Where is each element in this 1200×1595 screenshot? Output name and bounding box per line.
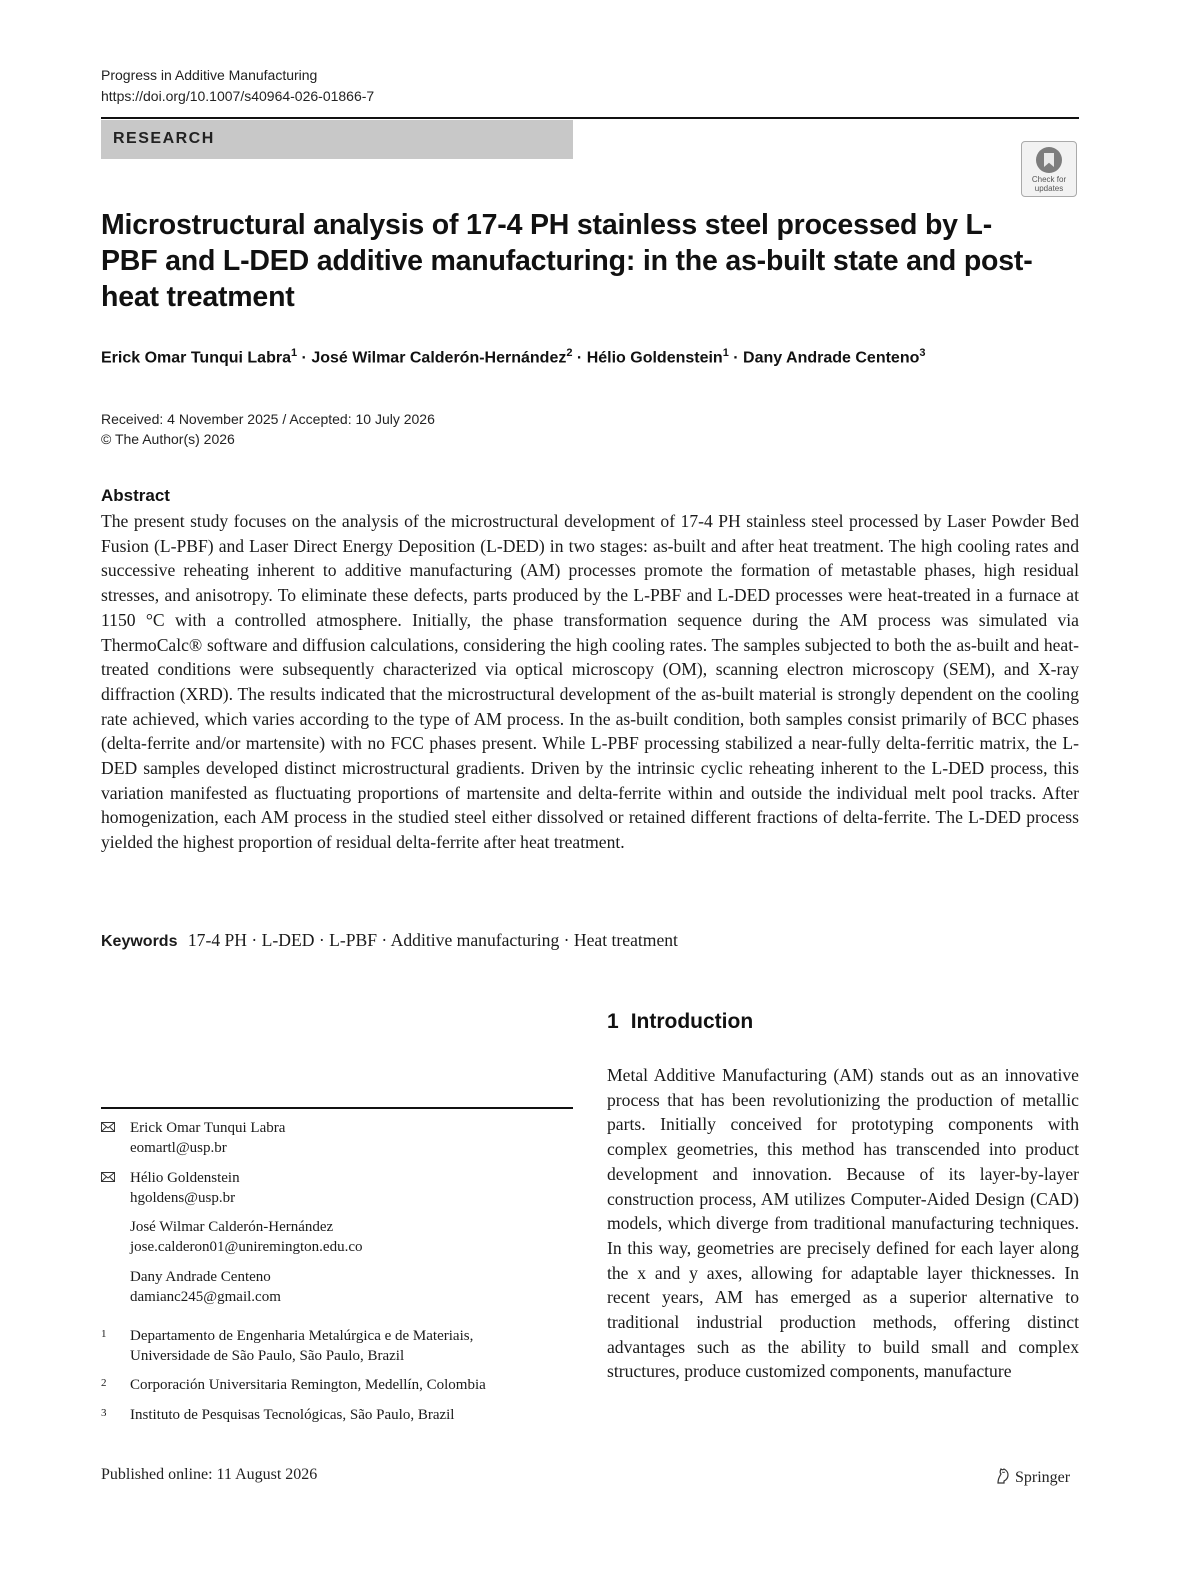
footnote-rule [101,1107,573,1109]
keywords-label: Keywords [101,933,178,950]
author-name[interactable]: Dany Andrade Centeno [743,349,920,367]
publisher-name: Springer [1015,1469,1071,1486]
correspondence-entry [101,1168,573,1208]
abstract-heading: Abstract [101,486,170,505]
section-heading-introduction [607,1010,753,1034]
corresponding-author-email[interactable]: eomartl@usp.br [130,1140,227,1156]
correspondence-entry [101,1118,573,1158]
header-rule [101,117,1079,119]
affiliation-entry [101,1375,573,1395]
journal-header [101,65,374,107]
section-title: Introduction [630,1010,754,1033]
bookmark-icon [1036,147,1062,173]
check-for-updates-badge[interactable] [1021,141,1077,197]
article-dates [101,409,435,449]
abstract-text: The present study focuses on the analysis of the microstructural development of 17-4 PH stainless steel processed by Laser Powder Bed Fusion (L-PBF) and Laser Direct Energy Deposition (L-DED) in two stages: as-built and after heat treatment. The high cooling rates and successive reheating inherent to additive manufacturing (AM) processes promote the formation of metastable phases, high residual stresses, and anisotropy. To eliminate these defects, parts produced by the L-PBF and L-DED processes were heat-treated in a furnace at 1150 °C with a controlled atmosphere. Initially, the phase transformation sequence during the AM process was simulated via ThermoCalc® software and diffusion calculations, considering the high cooling rates. The samples subjected to both the as-built and heat-treated conditions were subsequently characterized via optical microscopy (OM), scanning electron microscopy (SEM), and X-ray diffraction (XRD). The results indicated that the microstructural development of the as-built material is strongly dependent on the cooling rate achieved, which varies according to the type of AM process. In the as-built condition, both samples consist primarily of BCC phases (delta-ferrite and/or martensite) with no FCC phases present. While L-PBF processing stabilized a near-fully delta-ferritic matrix, the L-DED samples developed distinct microstructural gradients. Driven by the intrinsic cyclic reheating inherent to the L-DED process, this variation manifested as fluctuating proportions of martensite and delta-ferrite within and outside the individual melt pool tracks. After homogenization, each AM process in the studied steel either dissolved or retained different fractions of delta-ferrite. The L-DED process yielded the highest proportion of residual delta-ferrite after heat treatment. [101,511,1079,853]
envelope-icon [101,1172,115,1182]
author-affiliation-marker: 1 [722,347,729,359]
affiliation-entry [101,1405,573,1425]
doi-link[interactable]: https://doi.org/10.1007/s40964-026-01866-7 [101,88,375,104]
correspondence-entry [101,1217,573,1257]
envelope-icon [101,1122,115,1132]
check-updates-text: Check for updates [1031,175,1067,193]
author-name[interactable]: Hélio Goldenstein [586,349,723,367]
corresponding-author-email[interactable]: hgoldens@usp.br [130,1190,236,1206]
received-accepted-dates: Received: 4 November 2025 / Accepted: 10 July 2026 [101,411,435,427]
author-name-contact: Dany Andrade Centeno [130,1269,271,1285]
affiliation-text: Universidade de São Paulo, São Paulo, Brazil [130,1348,405,1364]
published-online-date: Published online: 11 August 2026 [101,1466,318,1483]
publisher-logo [995,1467,1070,1487]
copyright-line: © The Author(s) 2026 [101,431,235,447]
corresponding-author-name: Hélio Goldenstein [130,1170,240,1186]
author-name[interactable]: José Wilmar Calderón-Hernández [311,349,567,367]
author-affiliation-marker: 1 [290,347,298,359]
affiliation-number: 3 [101,1407,107,1419]
keywords-list: 17-4 PH · L-DED · L-PBF · Additive manufacturing · Heat treatment [187,930,678,950]
author-name[interactable]: Erick Omar Tunqui Labra [101,349,291,367]
article-title: Microstructural analysis of 17-4 PH stainless steel processed by L-PBF and L-DED additive manufacturing: in the as-built state and post-heat treatment [101,209,1033,313]
affiliation-number: 1 [101,1328,107,1340]
correspondence-entry [101,1267,573,1307]
affiliation-text: Departamento de Engenharia Metalúrgica e de Materiais, [130,1328,474,1344]
affiliation-text: Corporación Universitaria Remington, Medellín, Colombia [130,1377,486,1393]
affiliation-text: Instituto de Pesquisas Tecnológicas, São Paulo, Brazil [130,1407,455,1423]
affiliation-number: 2 [101,1377,107,1389]
springer-horse-icon [995,1467,1011,1485]
introduction-text: Metal Additive Manufacturing (AM) stands out as an innovative process that has been revolutionizing the production of metallic parts. Initially conceived for prototyping components with complex geometries, this method has transcended into product development and innovation. Because of its layer-by-layer construction process, AM utilizes Computer-Aided Design (CAD) models, which diverge from traditional manufacturing techniques. In this way, geometries are precisely defined for each layer along the x and y axes, allowing for adaptable layer thicknesses. In recent years, AM has emerged as a superior alternative to traditional industrial production methods, offering distinct advantages such as the ability to build small and complex structures, produce customized components, manufacture [607,1065,1079,1382]
author-email[interactable]: jose.calderon01@uniremington.edu.co [130,1239,363,1255]
author-list: Erick Omar Tunqui Labra$^1$ · José Wilmar Calderón-Hernández$^2$ · Hélio Goldenstein$^1$ · Dany Andrade Centeno$^3$ [101,347,926,367]
corresponding-author-name: Erick Omar Tunqui Labra [130,1120,286,1136]
journal-name: Progress in Additive Manufacturing [101,67,318,83]
author-name-contact: José Wilmar Calderón-Hernández [130,1219,334,1235]
article-type-label: RESEARCH [113,130,215,147]
affiliation-entry [101,1326,573,1366]
author-affiliation-marker: 2 [566,347,573,359]
keywords-line [101,930,678,951]
section-number: 1 [607,1010,619,1033]
author-affiliation-marker: 3 [919,347,926,359]
author-email[interactable]: damianc245@gmail.com [130,1289,281,1305]
